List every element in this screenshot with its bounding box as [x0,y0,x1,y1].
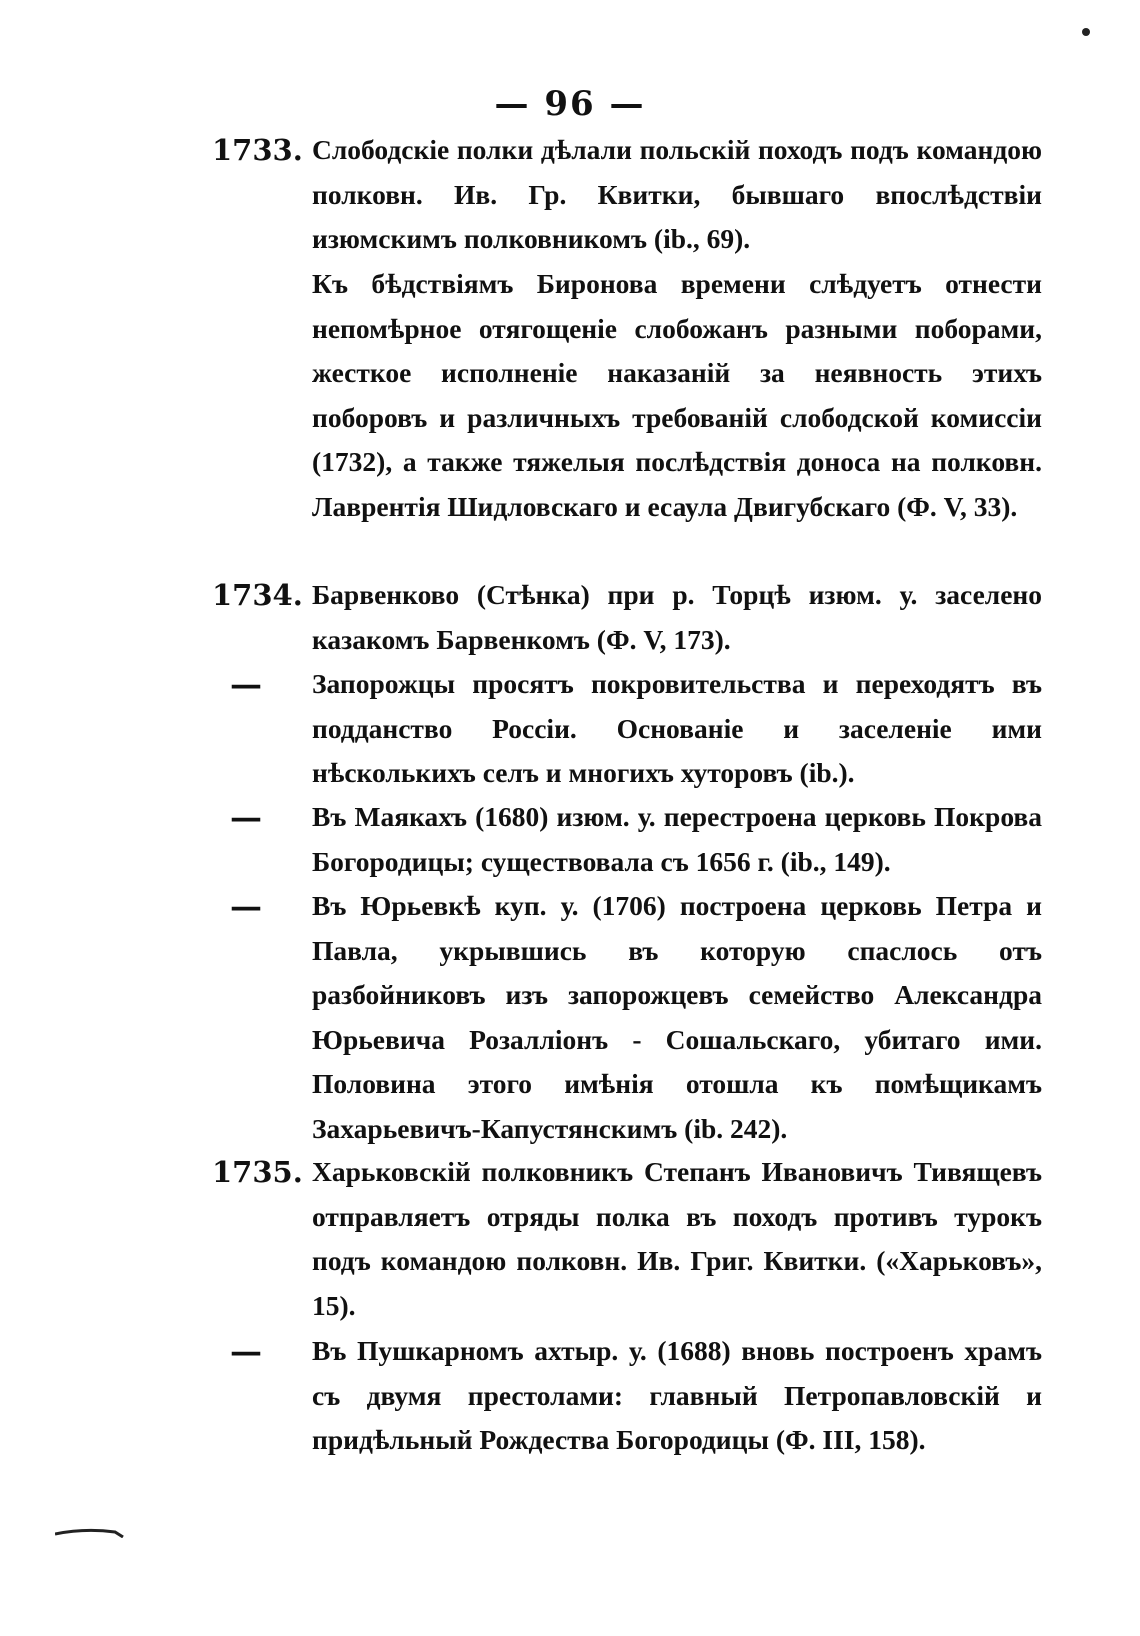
chronicle-entry-mayaki [212,795,1042,884]
scan-dot [1082,28,1090,36]
chronicle-entry-pushkarnoe [212,1329,1042,1463]
entry-text: Запорожцы просятъ покровительства и переходятъ въ подданство Россіи. Основаніе и заселеніе ими нѣсколькихъ селъ и многихъ хуторовъ (ib.). [312,668,1042,789]
entry-text: Въ Юрьевкѣ куп. у. (1706) построена церковь Петра и Павла, укрывшись въ которую спаслось отъ разбойниковъ изъ запорожцевъ семейство Александра Юрьевича Розалліонъ - Сошальскаго, убитаго ими. Половина этого имѣнія отошла къ помѣщикамъ Захарьевичъ-Капустянскимъ (ib. 242). [312,890,1042,1144]
entry-text: Барвенково (Стѣнка) при р. Торцѣ изюм. у. заселено казакомъ Барвенкомъ (Ф. V, 173). [312,579,1042,655]
entry-dash: — [230,665,262,703]
entry-dash: — [230,887,262,925]
entry-text: Харьковскій полковникъ Степанъ Ивановичъ Тивящевъ отправляетъ отряды полка въ походъ противъ турокъ подъ командою полковн. Ив. Григ. Квитки. («Харьковъ», 15). [312,1156,1042,1321]
chronicle-entry-biron [212,262,1042,530]
chronicle-entry-1733 [212,128,1042,262]
entry-dash: — [230,1332,262,1370]
chronicle-entry-zaporozhtsy [212,662,1042,796]
entry-dash: — [230,798,262,836]
chronicle-entry-yurievka [212,884,1042,1152]
page-number: — 96 — [494,84,646,124]
entry-year: 1734. [212,578,303,612]
scan-artifact-mark [55,1528,125,1538]
chronicle-entry-1734 [212,573,1042,662]
chronicle-entry-1735 [212,1150,1042,1328]
entry-year: 1735. [212,1155,303,1189]
entry-text: Къ бѣдствіямъ Биронова времени слѣдуетъ отнести непомѣрное отягощеніе слобожанъ разными поборами, жесткое исполненіе наказаній за неявность этихъ поборовъ и различныхъ требованій слободской комиссіи (1732), а также тяжелыя послѣдствія доноса на полковн. Лаврентія Шидловскаго и есаула Двигубскаго (Ф. V, 33). [312,268,1042,522]
entry-text: Въ Маякахъ (1680) изюм. у. перестроена церковь Покрова Богородицы; существовала съ 1656 г. (ib., 149). [312,801,1042,877]
entry-year: 1733. [212,133,303,167]
entry-text: Въ Пушкарномъ ахтыр. у. (1688) вновь построенъ храмъ съ двумя престолами: главный Петропавловскій и придѣльный Рождества Богородицы (Ф. III, 158). [312,1335,1042,1456]
entry-text: Слободскіе полки дѣлали польскій походъ подъ командою полковн. Ив. Гр. Квитки, бывшаго впослѣдствіи изюмскимъ полковникомъ (ib., 69). [312,134,1042,255]
